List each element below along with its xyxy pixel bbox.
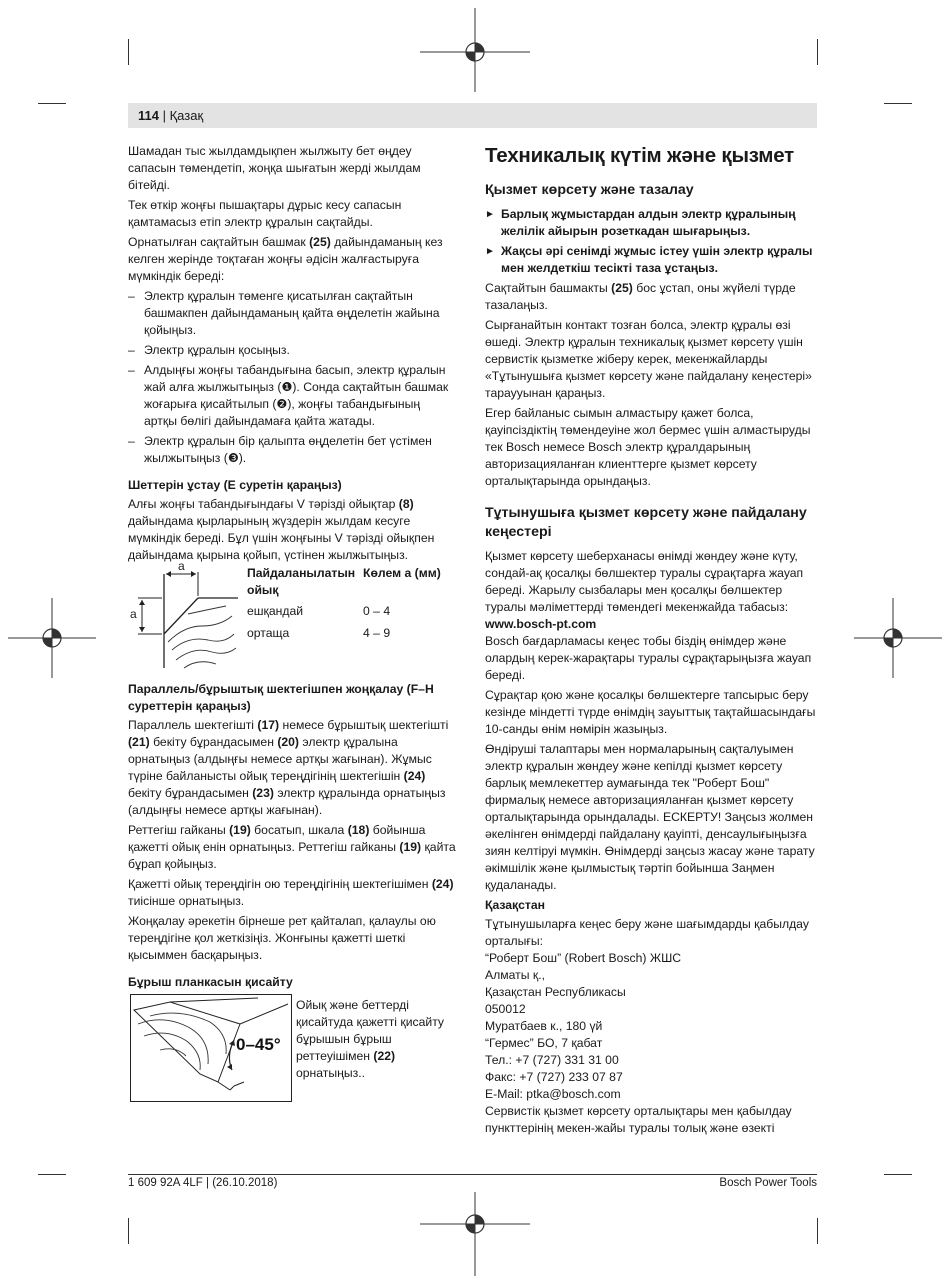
page-number: 114: [138, 108, 159, 123]
chamfer-table: [247, 565, 457, 645]
crop-mark-top-right: [817, 39, 818, 65]
table-cell-groove: ортаща: [247, 626, 290, 640]
footer-brand: Bosch Power Tools: [719, 1177, 817, 1189]
registration-mark-left: [0, 588, 100, 688]
registration-mark-top: [420, 0, 530, 100]
page-title: Техникалық күтім және қызмет: [485, 144, 795, 167]
step-number-1: ❶: [281, 380, 293, 394]
dash-item-4: – Электр құралын бір қалыпта өңделетін бет үстімен жылжытыңыз (❸).: [128, 433, 456, 467]
step-number-2: ❷: [276, 397, 288, 411]
heading-kazakhstan: Қазақстан: [485, 898, 546, 912]
footer-divider: [128, 1174, 817, 1175]
address-line: 050012: [485, 1002, 526, 1016]
parallel-paragraph-3: Қажетті ойық тереңдігін ою тереңдігінің шектегішімен (24) тиісінше орнатыңыз.: [128, 877, 454, 908]
parallel-paragraph-2: Реттегіш гайканы (19) босатып, шкала (18) бойынша қажетті ойық енін орнатыңыз. Реттегіш гайканы (19) қайта бұрап қойыңыз.: [128, 823, 456, 871]
angle-label: 0–45°: [236, 1035, 281, 1054]
address-line: “Роберт Бош” (Robert Bosch) ЖШС: [485, 951, 682, 965]
left-paragraph-2: Тек өткір жоңғы пышақтары дұрыс кесу сапасын қамтамасыз етіп электр құралын сақтайды.: [128, 198, 402, 229]
address-line: Тел.: +7 (727) 331 31 00: [485, 1053, 619, 1067]
figure-label-a-top: a: [178, 560, 185, 573]
address-line: Қазақстан Республикасы: [485, 985, 626, 999]
arrow-item-2: ► Жақсы әрі сенімді жұмыс істеу үшін электр құралы мен желдеткіш тесікті таза ұстаңыз.: [485, 243, 818, 277]
right-paragraph-1: Сақтайтын башмакты (25) бос ұстап, оны жүйелі түрде тазалаңыз.: [485, 281, 796, 312]
parallel-paragraph-1: Параллель шектегішті (17) немесе бұрыштық шектегішті (21) бекіту бұрандасымен (20) электр құралына орнатыңыз (алдыңғы немесе артқы жағынан). Жұмыс түріне байланысты ойық тереңдігінің шектегішін (24) бекіту бұрандасымен (23) электр құралында орнатыңыз (алдыңғы немесе артқы жағынан).: [128, 718, 449, 817]
left-column-lower: [128, 681, 456, 993]
heading-service-cleaning: Қызмет көрсету және тазалау: [485, 182, 694, 198]
table-cell-groove: ешқандай: [247, 604, 304, 618]
header-separator: |: [158, 108, 170, 123]
registration-mark-bottom: [420, 1184, 530, 1284]
angle-text: Ойық және беттерді қисайтуда қажетті қисайту бұрышын бұрыш реттеуішімен (22) орнатыңыз..: [296, 998, 445, 1080]
address-line: Факс: +7 (727) 233 07 87: [485, 1070, 623, 1084]
chamfer-figure: [128, 560, 240, 672]
customer-paragraph-3: Сұрақтар қою және қосалқы бөлшектерге тапсырыс беру кезінде міндетті түрде өнімдің зауыттық тақтайшасындағы 10-санды өнім нөмірін жазыңыз.: [485, 688, 816, 736]
heading-chamfer: Шеттерін ұстау (E суретін қараңыз): [128, 478, 342, 492]
parallel-paragraph-4: Жоңқалау әрекетін бірнеше рет қайталап, қалаулы ою тереңдігіне қол жеткізіңіз. Жонғыны қажетті шеткі қысыммен басқарыңыз.: [128, 914, 436, 962]
footer-doc-number: 1 609 92A 4LF | (26.10.2018): [128, 1177, 278, 1189]
table-header-groove: Пайдаланылатын ойық: [247, 566, 356, 597]
right-column: [485, 143, 818, 1137]
header-text: [138, 108, 203, 123]
dash-item-2: – Электр құралын қосыңыз.: [128, 342, 456, 359]
heading-parallel-guide: Параллель/бұрыштық шектегішпен жоңқалау (F–H суреттерін қараңыз): [128, 682, 434, 713]
table-cell-size: 0 – 4: [363, 604, 391, 618]
angle-figure: [130, 994, 292, 1102]
right-paragraph-2: Сырғанайтын контакт тозған болса, электр құралы өзі өшеді. Электр құралын техникалық қызмет көрсету үшін сервистік қызметке жіберу керек, мекенжайларды «Тұтынушыға қызмет көрсету және пайдалану кеңестері» тараууынан қараңыз.: [485, 318, 812, 400]
heading-customer-service: Тұтынушыға қызмет көрсету және пайдалану кеңестері: [485, 505, 807, 540]
address-line: Тұтынушыларға кеңес беру және шағымдарды қабылдау орталығы:: [485, 917, 809, 948]
left-paragraph-3: Орнатылған сақтайтын башмак (25) дайындаманың кез келген жерінде тоқтаған жоңғы әдісін жалғастыруға мүмкіндік береді:: [128, 235, 443, 283]
crop-mark-left-top: [38, 103, 66, 104]
crop-mark-top-left: [128, 39, 129, 65]
table-header-size: Көлем a (мм): [363, 566, 441, 580]
crop-mark-left-bottom: [38, 1174, 66, 1175]
dash-item-3: – Алдыңғы жоңғы табандығына басып, электр құралын жай алға жылжытыңыз (❶). Сонда сақтайтын башмак жоғарыға қисайтылып (❷), жоңғы табандығының артқы бөлігі дайындамаға қайта жатады.: [128, 362, 456, 430]
dash-item-1: – Электр құралын төменге қисатылған сақтайтын башмакпен дайындаманың қайта өңделетін жайына қойыңыз.: [128, 288, 456, 339]
figure-label-a-side: a: [130, 607, 137, 621]
registration-mark-right: [850, 588, 950, 688]
heading-angle-plate: Бұрыш планкасын қисайту: [128, 975, 293, 989]
right-paragraph-3: Егер байланыс сымын алмастыру қажет болса, қауіпсіздіктің төмендеуіне жол бермес үшін алмастыруды тек Bosch немесе Bosch электр құралдарының авторизацияланған клиенттерге қызмет көрсету орталықтарында орындаңыз.: [485, 406, 811, 488]
page-header: [128, 103, 817, 128]
table-cell-size: 4 – 9: [363, 626, 391, 640]
crop-mark-right-bottom: [884, 1174, 912, 1175]
customer-paragraph-2: Bosch бағдарламасы кеңес тобы біздің өнімдер және олардың керек-жарақтары туралы сұрақтарыңызға жауап береді.: [485, 634, 812, 682]
left-column: [128, 143, 456, 567]
crop-mark-right-top: [884, 103, 912, 104]
address-line: “Гермес” БО, 7 қабат: [485, 1036, 603, 1050]
customer-paragraph-1: Қызмет көрсету шеберханасы өнімді жөндеу және күту, сондай-ақ қосалқы бөлшектер туралы сұрақтарға жауап береді. Жарылу сызбалары мен қосалқы бөлшектер туралы мәліметтерді төмендегі мекенжайда табасыз:: [485, 549, 804, 614]
address-line: Алматы қ.,: [485, 968, 545, 982]
email-line: E-Mail: ptka@bosch.com: [485, 1087, 621, 1101]
chamfer-paragraph: Алғы жоңғы табандығындағы V тәрізді ойықтар (8) дайындама қырларының жүздерін жылдам кесуге мүмкіндік береді. Бұл үшін жоңғыны V тәрізді ойықпен дайындама қырына қойып, үстінен жылжытыңыз.: [128, 497, 435, 562]
bosch-url-link[interactable]: www.bosch-pt.com: [485, 617, 597, 631]
crop-mark-bottom-right: [817, 1218, 818, 1244]
crop-mark-bottom-left: [128, 1218, 129, 1244]
customer-paragraph-4: Өндіруші талаптары мен нормаларының сақталуымен электр құралын жөндеу және кепілді қызмет көрсету барлық мемлекеттер аумағында тек "Роберт Бош" фирмалық немесе авторизацияланған қызмет көрсету орталықтарында орындалады. ЕСКЕРТУ! Заңсыз жолмен әкелінген өнімдерді пайдалану қауіпті, денсаулығыңызға зиян келтіруі мүмкін. Өнімдерді заңсыз жасау және тарату әкімшілік және қылмыстық тәртіп бойынша Заңмен қудаланады.: [485, 742, 815, 892]
address-line: Муратбаев к., 180 үй: [485, 1019, 603, 1033]
step-number-3: ❸: [227, 451, 239, 465]
address-line: Сервистік қызмет көрсету орталықтары мен қабылдау пункттерінің мекен-жайы туралы толық және өзекті: [485, 1104, 792, 1135]
arrow-item-1: ► Барлық жұмыстардан алдын электр құралының желілік айырын розеткадан шығарыңыз.: [485, 206, 818, 240]
left-paragraph-1: Шамадан тыс жылдамдықпен жылжыту бет өңдеу сапасын төмендетіп, жоңқа шығатын жерді жылдам бітейді.: [128, 144, 421, 192]
header-language: Қазақ: [169, 108, 204, 123]
